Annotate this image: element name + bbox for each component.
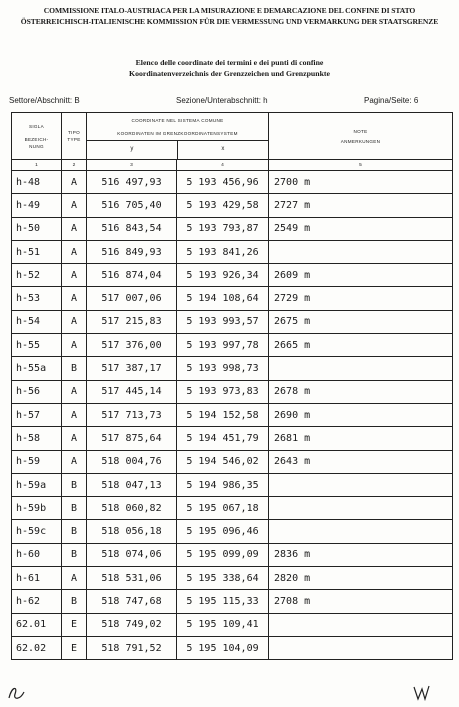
note-cell: 2665 m bbox=[269, 334, 453, 357]
note-cell bbox=[269, 357, 453, 380]
table-row bbox=[12, 171, 453, 194]
note-cell: 2678 m bbox=[269, 380, 453, 403]
tipo-cell: A bbox=[62, 264, 87, 287]
sigla-cell: h-53 bbox=[12, 287, 62, 310]
tipo-cell: A bbox=[62, 310, 87, 333]
y-coordinate-cell: 518 749,02 bbox=[87, 613, 177, 636]
y-coordinate-cell: 517 445,14 bbox=[87, 380, 177, 403]
tipo-cell: E bbox=[62, 613, 87, 636]
x-coordinate-cell: 5 194 152,58 bbox=[177, 403, 269, 426]
tipo-cell: A bbox=[62, 171, 87, 194]
note-cell: 2820 m bbox=[269, 567, 453, 590]
x-coordinate-cell: 5 193 456,96 bbox=[177, 171, 269, 194]
sigla-cell: h-59 bbox=[12, 450, 62, 473]
tipo-cell: A bbox=[62, 450, 87, 473]
note-cell: 2700 m bbox=[269, 171, 453, 194]
sigla-cell: h-59a bbox=[12, 473, 62, 496]
tipo-cell: A bbox=[62, 427, 87, 450]
table-row bbox=[12, 520, 453, 543]
table-row bbox=[12, 357, 453, 380]
header-y: y bbox=[87, 140, 178, 159]
y-coordinate-cell: 516 705,40 bbox=[87, 194, 177, 217]
table-row bbox=[12, 403, 453, 426]
y-coordinate-cell: 517 376,00 bbox=[87, 334, 177, 357]
note-cell bbox=[269, 520, 453, 543]
table-row bbox=[12, 543, 453, 566]
sigla-cell: 62.01 bbox=[12, 613, 62, 636]
table-row bbox=[12, 264, 453, 287]
sigla-cell: h-57 bbox=[12, 403, 62, 426]
tipo-cell: B bbox=[62, 590, 87, 613]
header-note: NOTE ANMERKUNGEN bbox=[269, 113, 453, 160]
sigla-cell: h-55a bbox=[12, 357, 62, 380]
table-row bbox=[12, 473, 453, 496]
note-cell: 2549 m bbox=[269, 217, 453, 240]
table-row bbox=[12, 287, 453, 310]
note-cell: 2643 m bbox=[269, 450, 453, 473]
note-cell: 2675 m bbox=[269, 310, 453, 333]
x-coordinate-cell: 5 194 986,35 bbox=[177, 473, 269, 496]
sigla-cell: h-59b bbox=[12, 497, 62, 520]
tipo-cell: A bbox=[62, 240, 87, 263]
tipo-cell: B bbox=[62, 520, 87, 543]
tipo-cell: B bbox=[62, 497, 87, 520]
sigla-cell: h-56 bbox=[12, 380, 62, 403]
note-cell: 2690 m bbox=[269, 403, 453, 426]
table-header-row bbox=[12, 113, 453, 160]
table-row bbox=[12, 497, 453, 520]
y-coordinate-cell: 516 497,93 bbox=[87, 171, 177, 194]
y-coordinate-cell: 517 007,06 bbox=[87, 287, 177, 310]
note-cell bbox=[269, 636, 453, 659]
header-line-italian: COMMISSIONE ITALO-AUSTRIACA PER LA MISURAZIONE E DEMARCAZIONE DEL CONFINE DI STATO bbox=[43, 6, 416, 15]
signature-mark-right-icon bbox=[410, 684, 432, 702]
x-coordinate-cell: 5 195 096,46 bbox=[177, 520, 269, 543]
header-coordinates: COORDINATE NEL SISTEMA COMUNE KOORDINATEN IM GRENZKOORDINATENSYSTEM y x bbox=[87, 113, 269, 160]
x-coordinate-cell: 5 195 099,09 bbox=[177, 543, 269, 566]
y-coordinate-cell: 518 531,06 bbox=[87, 567, 177, 590]
tipo-cell: A bbox=[62, 287, 87, 310]
x-coordinate-cell: 5 193 993,57 bbox=[177, 310, 269, 333]
y-coordinate-cell: 516 849,93 bbox=[87, 240, 177, 263]
sigla-cell: h-58 bbox=[12, 427, 62, 450]
y-coordinate-cell: 518 060,82 bbox=[87, 497, 177, 520]
sigla-cell: h-59c bbox=[12, 520, 62, 543]
header-tipo: TIPO TYPE bbox=[62, 113, 87, 160]
table-row bbox=[12, 427, 453, 450]
table-row bbox=[12, 567, 453, 590]
x-coordinate-cell: 5 194 108,64 bbox=[177, 287, 269, 310]
tipo-cell: B bbox=[62, 473, 87, 496]
tipo-cell: E bbox=[62, 636, 87, 659]
y-coordinate-cell: 518 747,68 bbox=[87, 590, 177, 613]
sigla-cell: h-61 bbox=[12, 567, 62, 590]
header-line-german: ÖSTERREICHISCH-ITALIENISCHE KOMMISSION FÜR DIE VERMESSUNG UND VERMARKUNG DER STAATSGRENZE bbox=[20, 17, 439, 26]
table-body bbox=[12, 171, 453, 660]
note-cell bbox=[269, 613, 453, 636]
x-coordinate-cell: 5 193 429,58 bbox=[177, 194, 269, 217]
y-coordinate-cell: 518 047,13 bbox=[87, 473, 177, 496]
note-cell: 2609 m bbox=[269, 264, 453, 287]
y-coordinate-cell: 517 387,17 bbox=[87, 357, 177, 380]
table-row bbox=[12, 613, 453, 636]
header-x: x bbox=[178, 140, 269, 159]
sigla-cell: h-49 bbox=[12, 194, 62, 217]
page-number: Pagina/Seite: 6 bbox=[364, 96, 419, 105]
note-cell bbox=[269, 497, 453, 520]
table-row bbox=[12, 240, 453, 263]
coordinate-table bbox=[11, 112, 453, 660]
note-cell: 2729 m bbox=[269, 287, 453, 310]
note-cell bbox=[269, 473, 453, 496]
tipo-cell: A bbox=[62, 380, 87, 403]
note-cell: 2727 m bbox=[269, 194, 453, 217]
sigla-cell: h-55 bbox=[12, 334, 62, 357]
x-coordinate-cell: 5 194 451,79 bbox=[177, 427, 269, 450]
note-cell: 2681 m bbox=[269, 427, 453, 450]
tipo-cell: A bbox=[62, 217, 87, 240]
sigla-cell: h-52 bbox=[12, 264, 62, 287]
x-coordinate-cell: 5 193 793,87 bbox=[177, 217, 269, 240]
y-coordinate-cell: 517 875,64 bbox=[87, 427, 177, 450]
y-coordinate-cell: 517 215,83 bbox=[87, 310, 177, 333]
y-coordinate-cell: 518 056,18 bbox=[87, 520, 177, 543]
x-coordinate-cell: 5 195 067,18 bbox=[177, 497, 269, 520]
header-sigla: SIGLA BEZEICH- NUNG bbox=[12, 113, 62, 160]
table-row bbox=[12, 636, 453, 659]
x-coordinate-cell: 5 193 926,34 bbox=[177, 264, 269, 287]
subtitle-german: Koordinatenverzeichnis der Grenzzeichen und Grenzpunkte bbox=[129, 69, 330, 78]
y-coordinate-cell: 518 074,06 bbox=[87, 543, 177, 566]
note-cell bbox=[269, 240, 453, 263]
column-number-row: 1 2 3 4 5 bbox=[12, 160, 453, 171]
y-coordinate-cell: 517 713,73 bbox=[87, 403, 177, 426]
sigla-cell: h-60 bbox=[12, 543, 62, 566]
table-row bbox=[12, 334, 453, 357]
x-coordinate-cell: 5 193 973,83 bbox=[177, 380, 269, 403]
table-row bbox=[12, 217, 453, 240]
table-row bbox=[12, 194, 453, 217]
x-coordinate-cell: 5 195 109,41 bbox=[177, 613, 269, 636]
signature-right bbox=[410, 684, 432, 707]
subtitle-italian: Elenco delle coordinate dei termini e dei punti di confine bbox=[135, 58, 324, 67]
x-coordinate-cell: 5 195 338,64 bbox=[177, 567, 269, 590]
y-coordinate-cell: 518 791,52 bbox=[87, 636, 177, 659]
tipo-cell: B bbox=[62, 357, 87, 380]
table-row bbox=[12, 590, 453, 613]
sigla-cell: h-62 bbox=[12, 590, 62, 613]
sigla-cell: h-48 bbox=[12, 171, 62, 194]
sigla-cell: 62.02 bbox=[12, 636, 62, 659]
tipo-cell: A bbox=[62, 567, 87, 590]
section-label: Sezione/Unterabschnitt: h bbox=[176, 96, 268, 105]
table-row bbox=[12, 310, 453, 333]
tipo-cell: A bbox=[62, 403, 87, 426]
note-cell: 2708 m bbox=[269, 590, 453, 613]
sigla-cell: h-54 bbox=[12, 310, 62, 333]
tipo-cell: B bbox=[62, 543, 87, 566]
x-coordinate-cell: 5 195 104,09 bbox=[177, 636, 269, 659]
x-coordinate-cell: 5 193 841,26 bbox=[177, 240, 269, 263]
sigla-cell: h-50 bbox=[12, 217, 62, 240]
x-coordinate-cell: 5 193 998,73 bbox=[177, 357, 269, 380]
signature-left bbox=[6, 684, 28, 707]
y-coordinate-cell: 516 874,04 bbox=[87, 264, 177, 287]
sector-label: Settore/Abschnitt: B bbox=[9, 96, 80, 105]
note-cell: 2836 m bbox=[269, 543, 453, 566]
signature-mark-left-icon bbox=[6, 684, 28, 702]
y-coordinate-cell: 516 843,54 bbox=[87, 217, 177, 240]
table-row bbox=[12, 380, 453, 403]
tipo-cell: A bbox=[62, 194, 87, 217]
x-coordinate-cell: 5 193 997,78 bbox=[177, 334, 269, 357]
x-coordinate-cell: 5 194 546,02 bbox=[177, 450, 269, 473]
y-coordinate-cell: 518 004,76 bbox=[87, 450, 177, 473]
tipo-cell: A bbox=[62, 334, 87, 357]
table-row bbox=[12, 450, 453, 473]
x-coordinate-cell: 5 195 115,33 bbox=[177, 590, 269, 613]
sigla-cell: h-51 bbox=[12, 240, 62, 263]
